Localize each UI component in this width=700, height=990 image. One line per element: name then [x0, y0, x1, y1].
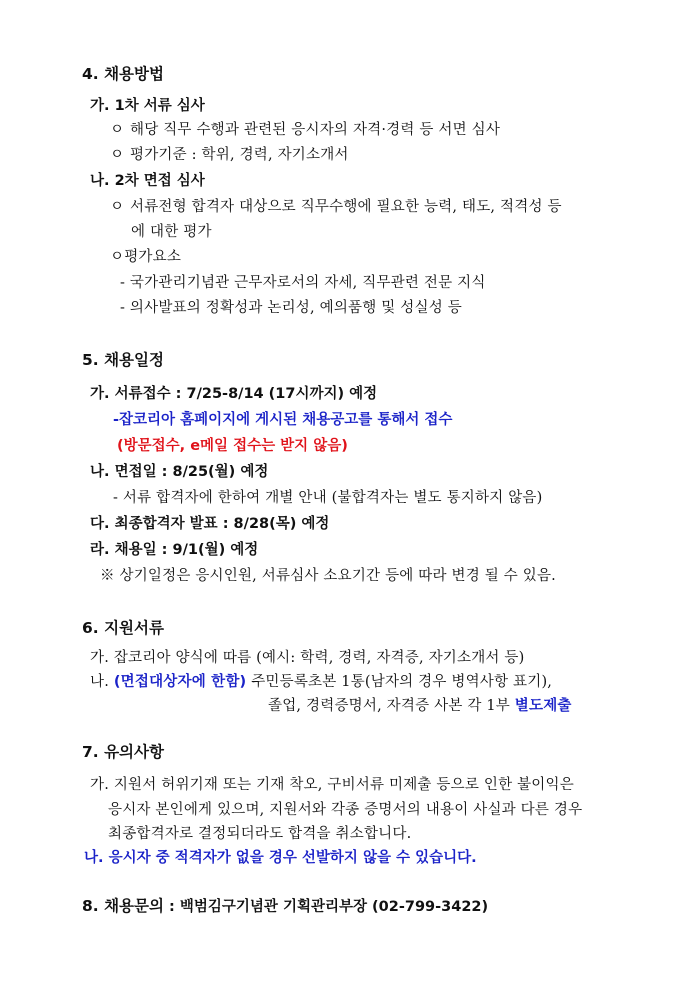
section-4b-detail-2: - 의사발표의 정확성과 논리성, 예의품행 및 성실성 등 [120, 300, 462, 316]
section-4b-detail-1: - 국가관리기념관 근무자로서의 자세, 직무관련 전문 지식 [120, 275, 486, 291]
section-5a-note-blue: -잡코리아 홈페이지에 게시된 채용공고를 통해서 접수 [113, 412, 453, 428]
section-7a-line-2: 응시자 본인에게 있으며, 지원서와 각종 증명서의 내용이 사실과 다른 경우 [108, 802, 583, 818]
section-4a-title: 가. 1차 서류 심사 [90, 98, 205, 114]
section-5a-note-red: (방문접수, e메일 접수는 받지 않음) [117, 438, 348, 454]
section-4b-item-1: ㅇ 서류전형 합격자 대상으로 직무수행에 필요한 능력, 태도, 적격성 등 [110, 199, 562, 215]
section-4b-item-2: ㅇ평가요소 [110, 249, 182, 265]
section-5-note: ※ 상기일정은 응시인원, 서류심사 소요기간 등에 따라 변경 될 수 있음. [100, 568, 556, 584]
section-8-title: 8. 채용문의 [82, 897, 164, 915]
section-7-title: 7. 유의사항 [82, 743, 164, 761]
section-5-title: 5. 채용일정 [82, 351, 164, 369]
section-5b-note: - 서류 합격자에 한하여 개별 안내 (불합격자는 별도 통지하지 않음) [113, 490, 543, 506]
section-7a-line-1: 가. 지원서 허위기재 또는 기재 착오, 구비서류 미제출 등으로 인한 불이익은 [90, 777, 574, 793]
section-5d-title: 라. 채용일 : 9/1(월) 예정 [90, 542, 259, 558]
section-6a-line: 가. 잡코리아 양식에 따름 (예시: 학력, 경력, 자격증, 자기소개서 등) [90, 650, 525, 666]
section-5c-title: 다. 최종합격자 발표 : 8/28(목) 예정 [90, 516, 330, 532]
section-6b-line-2: 졸업, 경력증명서, 자격증 사본 각 1부 별도제출 [268, 698, 572, 714]
section-4-title: 4. 채용방법 [82, 65, 164, 83]
section-6b-separate: 별도제출 [514, 698, 572, 714]
section-8-detail: : 백범김구기념관 기획관리부장 (02-799-3422) [163, 899, 489, 915]
section-6b-line: 나. (면접대상자에 한함) 주민등록초본 1통(남자의 경우 병역사항 표기), [90, 674, 553, 690]
section-7a-line-3: 최종합격자로 결정되더라도 합격을 취소합니다. [108, 826, 412, 842]
section-4b-title: 나. 2차 면접 심사 [90, 173, 205, 189]
section-4a-item-2: ㅇ 평가기준 : 학위, 경력, 자기소개서 [110, 147, 349, 163]
section-4a-item-1: ㅇ 해당 직무 수행과 관련된 응시자의 자격·경력 등 서면 심사 [110, 122, 501, 138]
section-5a-title: 가. 서류접수 : 7/25-8/14 (17시까지) 예정 [90, 386, 378, 402]
section-6-title: 6. 지원서류 [82, 619, 164, 637]
section-4b-item-1-cont: 에 대한 평가 [131, 224, 212, 240]
section-7b-line: 나. 응시자 중 적격자가 없을 경우 선발하지 않을 수 있습니다. [84, 850, 477, 866]
section-8-line [82, 896, 488, 917]
section-5b-title: 나. 면접일 : 8/25(월) 예정 [90, 464, 269, 480]
section-6b-highlight: (면접대상자에 한함) [113, 674, 247, 690]
